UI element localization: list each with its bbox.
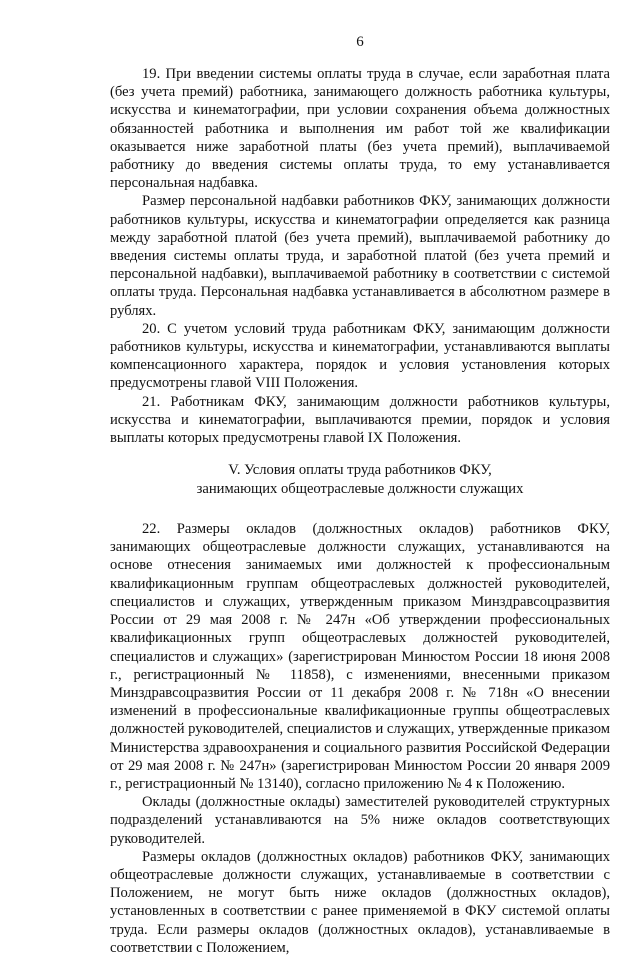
paragraph-19: 19. При введении системы оплаты труда в случае, если заработная плата (без учета премий) работника, занимающего должность работника культуры, искусства и кинематографии, при условии сохранения объема должностных обязанностей работника и выполнения им работ той же квалификации оказывается ниже заработной платы (без учета премий), выплачиваемой работнику до введения системы оплаты труда, то ему устанавливается персональная надбавка. xyxy=(110,66,610,192)
section-heading-line-1: V. Условия оплаты труда работников ФКУ, xyxy=(228,462,492,479)
paragraph-21: 21. Работникам ФКУ, занимающим должности работников культуры, искусства и кинематографии, выплачиваются премии, порядок и условия выплаты которых предусмотрены главой IX Положения. xyxy=(110,393,610,447)
paragraph-22: 22. Размеры окладов (должностных окладов) работников ФКУ, занимающих общеотраслевые должности служащих, устанавливаются на основе отнесения занимаемых ими должностей к профессиональным квалификационным группам общеотраслевых должностей руководителей, специалистов и служащих, утвержденным приказом Минздравсоцразвития России от 29 мая 2008 г. № 247н «Об утверждении профессиональных квалификационных групп общеотраслевых должностей руководителей, специалистов и служащих» (зарегистрирован Минюстом России 18 июня 2008 г., регистрационный № 11858), с изменениями, внесенными приказом Минздравсоцразвития России от 11 декабря 2008 г. № 718н «О внесении изменений в профессиональные квалификационные группы общеотраслевых должностей руководителей, специалистов и служащих, утвержденные приказом Министерства здравоохранения и социального развития Российской Федерации от 29 мая 2008 г. № 247н» (зарегистрирован Минюстом России 20 января 2009 г., регистрационный № 13140), согласно приложению № 4 к Положению. xyxy=(110,521,610,792)
page-number: 6 xyxy=(356,34,364,50)
section-heading-line-2: занимающих общеотраслевые должности служащих xyxy=(196,480,524,497)
paragraph-deputy-salaries: Оклады (должностные оклады) заместителей руководителей структурных подразделений устанавливаются на 5% ниже окладов соответствующих руководителей. xyxy=(110,794,610,847)
paragraph-20: 20. С учетом условий труда работникам ФКУ, занимающим должности работников культуры, искусства и кинематографии, устанавливаются выплаты компенсационного характера, порядок и условия установления которых предусмотрены главой VIII Положения. xyxy=(110,320,610,392)
section-heading xyxy=(110,461,610,498)
paragraph-personal-allowance: Размер персональной надбавки работников ФКУ, занимающих должности работников культуры, искусства и кинематографии определяется как разница между заработной платой (без учета премий), выплачиваемой работнику до введения системы оплаты труда, и заработной платой (без учета премий и персональной надбавки), выплачиваемой работнику в соответствии с системой оплаты труда. Персональная надбавка устанавливается в абсолютном размере в рублях. xyxy=(110,193,610,319)
paragraph-salary-minimums: Размеры окладов (должностных окладов) работников ФКУ, занимающих общеотраслевые должности служащих, устанавливаемые в соответствии с Положением, не могут быть ниже окладов (должностных окладов), установленных в соответствии с ранее применяемой в ФКУ системой оплаты труда. Если размеры окладов (должностных окладов), устанавливаемые в соответствии с Положением, xyxy=(110,848,610,956)
